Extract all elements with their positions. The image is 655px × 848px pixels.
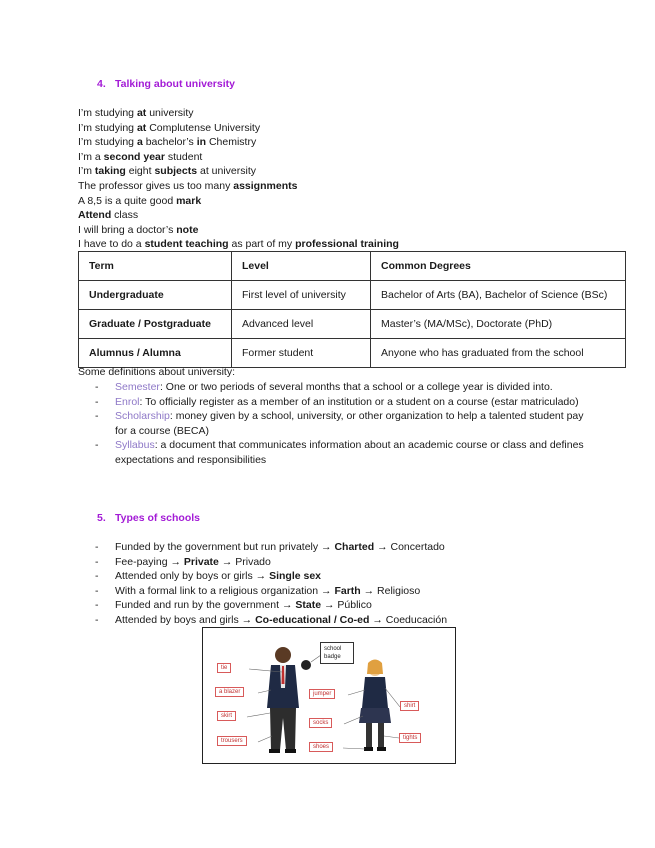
girl-skirt <box>359 708 391 723</box>
text-run: I have to do a <box>78 238 145 251</box>
definition-term: Syllabus <box>115 439 155 452</box>
keyword: Private <box>183 555 219 568</box>
definition-term: Scholarship <box>115 410 170 423</box>
dash-bullet: - <box>95 570 99 583</box>
text-run: I’m studying <box>78 121 137 134</box>
label-tie: tie <box>217 663 231 673</box>
definition-item <box>95 380 595 395</box>
phrase-line <box>78 179 399 194</box>
school-type-item <box>95 555 595 570</box>
badge-icon <box>301 660 311 670</box>
girl-tights <box>366 723 372 748</box>
dash-bullet: - <box>95 410 99 423</box>
phrase-line <box>78 150 399 165</box>
keyword: at <box>136 121 147 134</box>
dash-bullet: - <box>95 395 99 408</box>
school-type-item <box>95 613 595 628</box>
phrase-line <box>78 208 399 223</box>
text-run: Funded by the government but run privately → <box>115 541 335 553</box>
text-run: Attended only by boys or girls → <box>115 570 270 583</box>
table-cell: Former student <box>232 339 371 368</box>
phrase-line <box>78 135 399 150</box>
definition-text: : One or two periods of several months that a school or a college year is divided into. <box>159 381 553 393</box>
label-blazer: a blazer <box>215 687 244 697</box>
text-run: class <box>111 209 139 222</box>
phrase-line <box>78 223 399 238</box>
phrase-list <box>78 106 399 252</box>
definition-text: : a document that communicates information about an academic course or class and defines expectations and responsibilities <box>115 439 584 466</box>
dash-bullet: - <box>95 555 99 568</box>
keyword: Single sex <box>269 570 322 583</box>
text-run: university <box>146 107 194 119</box>
keyword: Co-educational / Co-ed <box>255 613 370 626</box>
section-4-heading <box>97 78 235 90</box>
text-run: → Público <box>321 599 372 612</box>
definition-term: Enrol <box>115 395 140 408</box>
text-run: Fee-paying → <box>115 555 184 568</box>
keyword: mark <box>176 194 202 207</box>
text-run: I’m a <box>78 150 104 163</box>
keyword: Charted <box>334 541 375 553</box>
school-type-item <box>95 569 595 584</box>
label-shoes: shoes <box>309 742 333 752</box>
keyword: Farth <box>334 584 361 597</box>
keyword: second year <box>103 150 165 163</box>
text-run: → Concertado <box>374 541 445 553</box>
text-run: I will bring a doctor’s <box>78 223 177 236</box>
header-degrees: Common Degrees <box>371 252 626 281</box>
header-term: Term <box>79 252 232 281</box>
table-cell: Anyone who has graduated from the school <box>371 339 626 368</box>
school-type-list <box>95 540 595 628</box>
girl-jumper <box>362 677 388 708</box>
text-run: Complutense University <box>146 121 261 134</box>
text-run: Attended by boys and girls → <box>115 613 256 626</box>
phrase-line <box>78 121 399 136</box>
definition-list <box>95 380 595 468</box>
text-run: → Privado <box>218 555 271 568</box>
boy-head <box>275 647 291 663</box>
badge-note: school badge <box>320 642 354 664</box>
table-row <box>79 339 626 368</box>
school-type-item <box>95 598 595 613</box>
text-run: → Religioso <box>360 584 421 597</box>
school-type-item <box>95 584 595 599</box>
text-run: Chemistry <box>206 136 257 149</box>
definition-text: : money given by a school, university, or other organization to help a talented student pay for a course (BECA) <box>115 410 584 437</box>
table-cell: Undergraduate <box>79 281 232 310</box>
keyword: subjects <box>154 165 198 178</box>
label-trousers: trousers <box>217 736 247 746</box>
keyword: assignments <box>233 179 298 192</box>
dash-bullet: - <box>95 613 99 626</box>
keyword: at <box>136 107 147 119</box>
dash-bullet: - <box>95 439 99 452</box>
label-skirt: skirt <box>217 711 236 721</box>
text-run: The professor gives us too many <box>78 179 234 192</box>
phrase-line <box>78 106 399 121</box>
keyword: student teaching <box>144 238 229 251</box>
keyword: a <box>136 136 143 149</box>
section-5-title: Types of schools <box>115 512 200 524</box>
table-cell: Alumnus / Alumna <box>79 339 232 368</box>
label-tights: tights <box>399 733 421 743</box>
definition-term: Semester <box>115 381 160 393</box>
definitions-intro: Some definitions about university: <box>78 366 236 378</box>
phrase-line <box>78 164 399 179</box>
definition-text: : To officially register as a member of an institution or a student on a course (estar matriculado) <box>139 395 579 408</box>
text-run: I’m studying <box>78 107 137 119</box>
table-header-row <box>79 252 626 281</box>
keyword: note <box>176 223 199 236</box>
boy-trousers <box>270 708 296 750</box>
dash-bullet: - <box>95 381 99 393</box>
definition-item <box>95 409 595 438</box>
definition-item <box>95 395 595 410</box>
keyword: professional training <box>295 238 399 251</box>
text-run: A 8,5 is a quite good <box>78 194 177 207</box>
keyword: taking <box>94 165 126 178</box>
text-run: bachelor’s <box>142 136 197 149</box>
text-run: With a formal link to a religious organization → <box>115 584 335 597</box>
degree-table <box>78 251 626 368</box>
label-socks: socks <box>309 718 332 728</box>
table-row <box>79 310 626 339</box>
dash-bullet: - <box>95 599 99 612</box>
uniform-illustration <box>202 627 456 764</box>
header-level: Level <box>232 252 371 281</box>
text-run: eight <box>125 165 155 178</box>
phrase-line <box>78 194 399 209</box>
table-cell: Bachelor of Arts (BA), Bachelor of Science (BSc) <box>371 281 626 310</box>
definition-item <box>95 438 595 467</box>
section-5-heading <box>97 512 200 524</box>
keyword: Attend <box>78 209 112 222</box>
text-run: student <box>164 150 203 163</box>
label-shirt: shirt <box>400 701 419 711</box>
section-4-number: 4. <box>97 78 106 90</box>
text-run: I’m <box>78 165 95 178</box>
table-cell: First level of university <box>232 281 371 310</box>
dash-bullet: - <box>95 584 99 597</box>
text-run: as part of my <box>228 238 296 251</box>
keyword: in <box>196 136 207 149</box>
text-run: I’m studying <box>78 136 137 149</box>
label-jumper: jumper <box>309 689 335 699</box>
phrase-line <box>78 237 399 252</box>
text-run: at university <box>197 165 257 178</box>
section-4-title: Talking about university <box>115 78 235 90</box>
table-cell: Graduate / Postgraduate <box>79 310 232 339</box>
school-type-item <box>95 540 595 555</box>
section-5-number: 5. <box>97 512 106 524</box>
table-row <box>79 281 626 310</box>
table-cell: Advanced level <box>232 310 371 339</box>
keyword: State <box>295 599 322 612</box>
text-run: Funded and run by the government → <box>115 599 296 612</box>
dash-bullet: - <box>95 541 99 553</box>
table-cell: Master’s (MA/MSc), Doctorate (PhD) <box>371 310 626 339</box>
text-run: → Coeducación <box>369 613 448 626</box>
